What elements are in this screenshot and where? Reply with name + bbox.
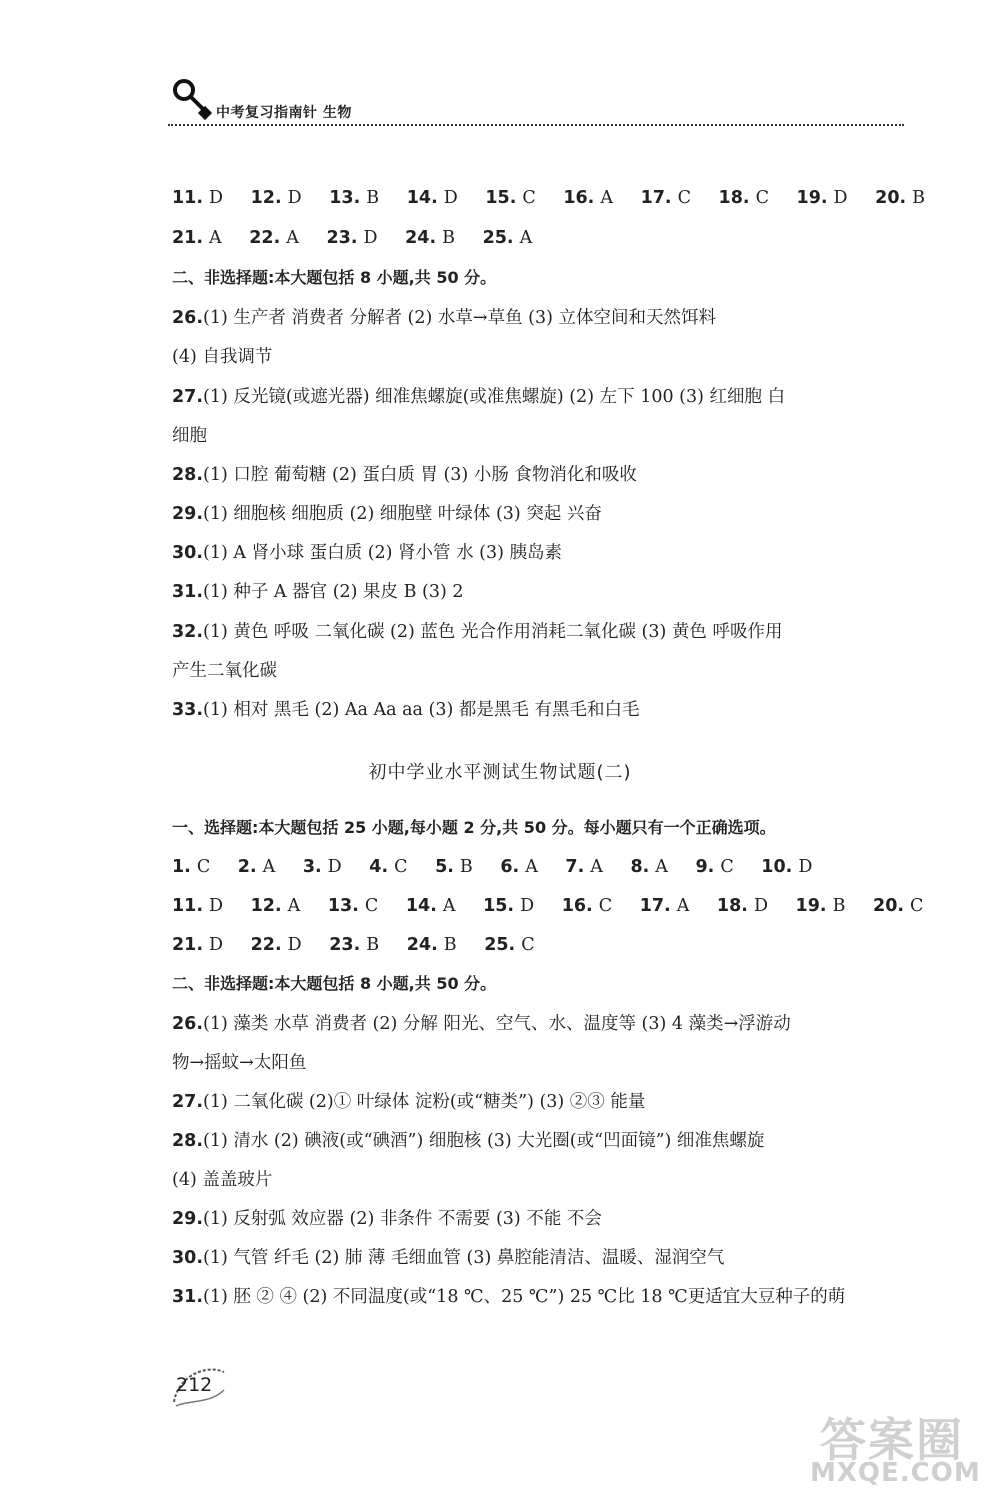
answer-line bbox=[172, 1285, 912, 1309]
question-number: 12. bbox=[250, 188, 282, 208]
question-number: 22. bbox=[250, 935, 282, 955]
answer-letter: C bbox=[521, 935, 535, 955]
answer-letter: D bbox=[209, 896, 224, 916]
answer-text: (1) 反射弧 效应器 (2) 非条件 不需要 (3) 不能 不会 bbox=[203, 1209, 602, 1229]
answer-letter: D bbox=[520, 896, 535, 916]
question-number: 17. bbox=[639, 896, 671, 916]
answer-line bbox=[172, 1012, 912, 1036]
section-heading: 二、非选择题:本大题包括 8 小题,共 50 分。 bbox=[172, 974, 497, 993]
question-number: 14. bbox=[405, 896, 437, 916]
answer-letter: C bbox=[720, 857, 734, 877]
answer-letter: C bbox=[755, 188, 769, 208]
question-number: 3. bbox=[302, 857, 322, 877]
answer-letter: A bbox=[209, 228, 222, 248]
answer-row-21-25 bbox=[172, 933, 912, 957]
question-number: 16. bbox=[563, 188, 595, 208]
question-number: 19. bbox=[795, 896, 827, 916]
answer-line bbox=[172, 1207, 912, 1231]
answer-letter: D bbox=[209, 935, 224, 955]
answer-letter: A bbox=[590, 857, 603, 877]
question-number: 33. bbox=[172, 700, 204, 720]
answer-letter: C bbox=[910, 896, 924, 916]
watermark bbox=[790, 1390, 980, 1490]
answer-text: (1) 口腔 葡萄糖 (2) 蛋白质 胃 (3) 小肠 食物消化和吸收 bbox=[203, 465, 637, 485]
answer-row-11-20 bbox=[172, 186, 926, 210]
page-header bbox=[168, 76, 904, 128]
answer-line bbox=[172, 541, 912, 565]
answer-letter: B bbox=[366, 935, 380, 955]
answer-line: 细胞 bbox=[172, 426, 207, 446]
question-number: 10. bbox=[761, 857, 793, 877]
question-number: 29. bbox=[172, 1209, 204, 1229]
question-number: 12. bbox=[250, 896, 282, 916]
question-number: 21. bbox=[172, 935, 204, 955]
question-number: 15. bbox=[483, 896, 515, 916]
header-title: 中考复习指南针 生物 bbox=[216, 105, 352, 121]
question-number: 7. bbox=[565, 857, 585, 877]
question-number: 28. bbox=[172, 1131, 204, 1151]
question-number: 5. bbox=[435, 857, 454, 877]
answer-line bbox=[172, 1090, 912, 1114]
question-number: 23. bbox=[326, 228, 358, 248]
watermark-url: MXQE.COM bbox=[810, 1458, 981, 1488]
question-number: 14. bbox=[406, 188, 438, 208]
answer-line: 产生二氧化碳 bbox=[172, 661, 277, 681]
question-number: 16. bbox=[561, 896, 593, 916]
answer-text: (1) 反光镜(或遮光器) 细准焦螺旋(或准焦螺旋) (2) 左下 100 (3) 红细胞 白 bbox=[203, 387, 786, 407]
answer-letter: B bbox=[912, 188, 926, 208]
question-number: 31. bbox=[172, 1287, 204, 1307]
answer-line bbox=[172, 1129, 912, 1153]
question-number: 21. bbox=[172, 228, 204, 248]
answer-text: (1) 黄色 呼吸 二氧化碳 (2) 蓝色 光合作用消耗二氧化碳 (3) 黄色 呼吸作用 bbox=[203, 622, 783, 642]
question-number: 28. bbox=[172, 465, 204, 485]
question-number: 8. bbox=[630, 857, 650, 877]
answer-letter: C bbox=[522, 188, 536, 208]
exam-title: 初中学业水平测试生物试题(二) bbox=[368, 762, 632, 783]
answer-letter: A bbox=[287, 896, 301, 916]
question-number: 27. bbox=[172, 1092, 204, 1112]
question-number: 15. bbox=[485, 188, 517, 208]
question-number: 11. bbox=[172, 896, 204, 916]
answer-letter: D bbox=[798, 857, 813, 877]
page-number: 212 bbox=[176, 1374, 213, 1396]
answer-line bbox=[172, 698, 912, 722]
answer-line: 物→摇蚊→太阳鱼 bbox=[172, 1053, 307, 1073]
answer-letter: A bbox=[676, 896, 690, 916]
answer-letter: D bbox=[209, 188, 224, 208]
question-number: 26. bbox=[172, 308, 204, 328]
answer-letter: C bbox=[677, 188, 691, 208]
answer-text: (1) 气管 纤毛 (2) 肺 薄 毛细血管 (3) 鼻腔能清洁、温暖、湿润空气 bbox=[203, 1248, 725, 1268]
header-divider bbox=[168, 124, 904, 126]
answer-letter: A bbox=[600, 188, 613, 208]
answer-letter: D bbox=[443, 188, 458, 208]
answer-row-21-25 bbox=[172, 226, 912, 250]
answer-line bbox=[172, 385, 912, 409]
answer-line bbox=[172, 463, 912, 487]
answer-row-1-10 bbox=[172, 855, 912, 879]
answer-letter: B bbox=[366, 188, 380, 208]
answer-text: (1) 细胞核 细胞质 (2) 细胞壁 叶绿体 (3) 突起 兴奋 bbox=[203, 504, 602, 524]
question-number: 17. bbox=[640, 188, 672, 208]
answer-letter: D bbox=[327, 857, 342, 877]
answer-text: (1) 生产者 消费者 分解者 (2) 水草→草鱼 (3) 立体空间和天然饵料 bbox=[203, 308, 716, 328]
question-number: 32. bbox=[172, 622, 204, 642]
question-number: 24. bbox=[405, 228, 437, 248]
answer-line: (4) 盖盖玻片 bbox=[172, 1170, 273, 1190]
answer-letter: A bbox=[286, 228, 299, 248]
answer-letter: D bbox=[287, 188, 302, 208]
answer-row-11-20 bbox=[172, 894, 924, 918]
question-number: 22. bbox=[249, 228, 281, 248]
question-number: 13. bbox=[329, 188, 361, 208]
answer-letter: C bbox=[598, 896, 613, 916]
answer-text: (1) 胚 ② ④ (2) 不同温度(或“18 ℃、25 ℃”) 25 ℃比 18 ℃更适宜大豆种子的萌 bbox=[203, 1287, 846, 1307]
question-number: 1. bbox=[172, 857, 191, 877]
answer-letter: A bbox=[519, 228, 533, 248]
answer-letter: A bbox=[655, 857, 668, 877]
question-number: 25. bbox=[482, 228, 514, 248]
answer-line: (4) 自我调节 bbox=[172, 347, 273, 367]
answer-line bbox=[172, 306, 912, 330]
answer-letter: C bbox=[196, 857, 211, 877]
question-number: 26. bbox=[172, 1014, 204, 1034]
answer-letter: D bbox=[363, 228, 378, 248]
answer-letter: A bbox=[442, 896, 456, 916]
answer-letter: D bbox=[287, 935, 302, 955]
question-number: 25. bbox=[484, 935, 516, 955]
answer-line bbox=[172, 1246, 912, 1270]
answer-text: (1) 清水 (2) 碘液(或“碘酒”) 细胞核 (3) 大光圈(或“凹面镜”) 细准焦螺旋 bbox=[203, 1131, 765, 1151]
question-number: 6. bbox=[500, 857, 520, 877]
question-number: 30. bbox=[172, 1248, 204, 1268]
question-number: 27. bbox=[172, 387, 204, 407]
question-number: 31. bbox=[172, 582, 204, 602]
question-number: 19. bbox=[796, 188, 828, 208]
answer-letter: C bbox=[394, 857, 408, 877]
answer-line bbox=[172, 580, 912, 604]
page-number-badge bbox=[170, 1360, 228, 1410]
question-number: 20. bbox=[875, 188, 907, 208]
question-number: 11. bbox=[172, 188, 204, 208]
answer-letter: C bbox=[364, 896, 379, 916]
watermark-logo-text: 答案圈 bbox=[820, 1413, 964, 1467]
question-number: 20. bbox=[873, 896, 905, 916]
section-heading: 一、选择题:本大题包括 25 小题,每小题 2 分,共 50 分。每小题只有一个正确选项。 bbox=[172, 818, 776, 837]
answer-letter: B bbox=[459, 857, 473, 877]
key-icon bbox=[168, 76, 216, 124]
answer-text: (1) 相对 黑毛 (2) Aa Aa aa (3) 都是黑毛 有黑毛和白毛 bbox=[203, 700, 640, 720]
question-number: 4. bbox=[369, 857, 389, 877]
answer-letter: B bbox=[442, 228, 455, 248]
answer-line bbox=[172, 502, 912, 526]
answer-letter: D bbox=[833, 188, 848, 208]
answer-text: (1) A 肾小球 蛋白质 (2) 肾小管 水 (3) 胰岛素 bbox=[203, 543, 563, 563]
answer-text: (1) 种子 A 器官 (2) 果皮 B (3) 2 bbox=[203, 582, 464, 602]
section-heading: 二、非选择题:本大题包括 8 小题,共 50 分。 bbox=[172, 268, 497, 287]
answer-letter: B bbox=[832, 896, 846, 916]
question-number: 23. bbox=[329, 935, 361, 955]
question-number: 9. bbox=[695, 857, 715, 877]
answer-line bbox=[172, 620, 912, 644]
question-number: 30. bbox=[172, 543, 204, 563]
answer-text: (1) 藻类 水草 消费者 (2) 分解 阳光、空气、水、温度等 (3) 4 藻类→浮游动 bbox=[203, 1014, 791, 1034]
question-number: 29. bbox=[172, 504, 204, 524]
answer-letter: A bbox=[262, 857, 276, 877]
question-number: 18. bbox=[718, 188, 750, 208]
answer-letter: B bbox=[443, 935, 457, 955]
question-number: 2. bbox=[237, 857, 257, 877]
answer-letter: A bbox=[525, 857, 538, 877]
question-number: 18. bbox=[716, 896, 748, 916]
question-number: 13. bbox=[327, 896, 359, 916]
answer-letter: D bbox=[753, 896, 768, 916]
answer-text: (1) 二氧化碳 (2)① 叶绿体 淀粉(或“糖类”) (3) ②③ 能量 bbox=[203, 1092, 646, 1112]
question-number: 24. bbox=[406, 935, 438, 955]
